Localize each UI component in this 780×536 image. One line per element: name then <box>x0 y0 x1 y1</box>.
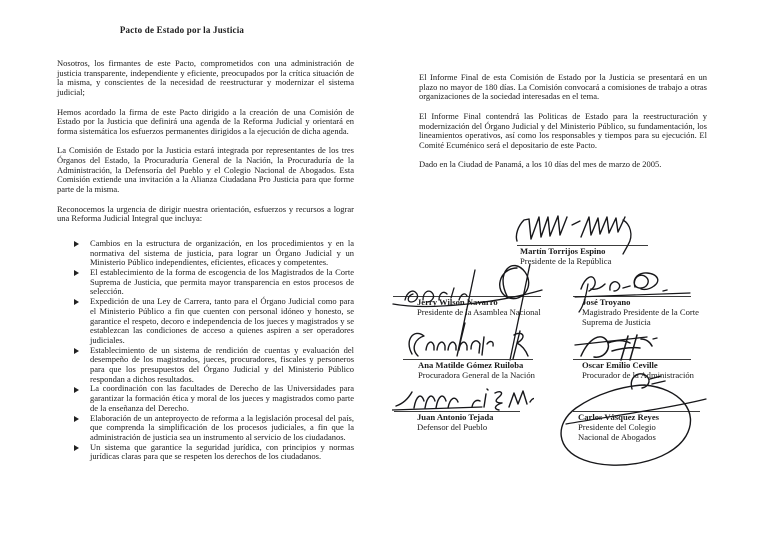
bullet-item <box>57 414 354 443</box>
bullet-text: Un sistema que garantice la seguridad jurídica, con principios y normas jurídicas claras para que se respeten los derechos de los ciudadanos. <box>90 441 354 462</box>
paragraph: La Comisión de Estado por la Justicia estará integrada por representantes de los tres Órganos del Estado, la Procuraduría General de la Nación, la Procuraduría de la Administración, la Defensoría del Pueblo y el Colegio Nacional de Abogados. Esta Comisión extiende una invitación a la Alianza Ciudadana Pro Justicia para que forme parte de la misma. <box>57 145 354 195</box>
signatory-name: Jerry Wilson Navarro <box>417 297 498 307</box>
bullet-list <box>57 239 354 462</box>
signatory-name: José Troyano <box>582 297 631 307</box>
dateline: Dado en la Ciudad de Panamá, a los 10 días del mes de marzo de 2005. <box>419 159 662 170</box>
signatory-name: Martín Torrijos Espino <box>520 246 606 256</box>
signatory-name: Juan Antonio Tejada <box>417 412 494 422</box>
paragraph: Reconocemos la urgencia de dirigir nuestra orientación, esfuerzos y recursos a lograr una Reforma Judicial Integral que incluya: <box>57 203 354 224</box>
bullet-item <box>57 239 354 268</box>
signatory-title: Presidente de la Asamblea Nacional <box>417 306 541 317</box>
paragraph: El Informe Final contendrá las Politicas de Estado para la reestructuración y modernización del Órgano Judicial y del Ministerio Público, su fundamentación, los lineamientos operativos, así como los responsables y tiempos para su ejecución. El Comité Ecuménico será el depositario de este Pacto. <box>419 110 707 150</box>
arrowhead-bullet-icon <box>74 299 79 305</box>
paragraph: Nosotros, los firmantes de este Pacto, comprometidos con una administración de justicia transparente, independiente y eficiente, preocupados por la crítica situación de la misma, y conscientes de la necesidad de reestructurar y modernizar el sistema judicial; <box>57 58 354 98</box>
signatory-title: Presidente del Colegio Nacional de Abogados <box>578 421 656 442</box>
bullet-text: Cambios en la estructura de organización, en los procedimientos y en la normativa del sistema de justicia, para lograr un Órgano Judicial y un Ministerio Público independientes, eficientes, eficaces y competentes. <box>90 237 354 268</box>
arrowhead-bullet-icon <box>74 445 79 451</box>
left-column <box>57 59 354 462</box>
arrowhead-bullet-icon <box>74 387 79 393</box>
signatory-name: Carlos Vásquez Reyes <box>578 412 659 422</box>
signatory-title: Procuradora General de la Nación <box>418 369 535 380</box>
oscar-signature-scribble <box>573 331 691 361</box>
signature-block-torrijos <box>517 245 648 267</box>
bullet-item <box>57 384 354 413</box>
paragraph: Hemos acordado la firma de este Pacto dirigido a la creación de una Comisión de Estado por la Justicia que definirá una agenda de la Reforma Judicial y orientará en forma sistemática los esfuerzos permanentes dirigidos a la ejecución de dicha agenda. <box>57 106 354 136</box>
signature-block-carlos <box>573 411 703 443</box>
signature-block-jose <box>573 296 698 328</box>
arrowhead-bullet-icon <box>74 270 79 276</box>
signature-block-oscar <box>573 359 713 381</box>
signatory-title: Defensor del Pueblo <box>417 421 488 432</box>
signature-block-jerry <box>393 296 548 318</box>
arrowhead-bullet-icon <box>74 241 79 247</box>
arrowhead-bullet-icon <box>74 416 79 422</box>
bullet-item <box>57 443 354 462</box>
bullet-item <box>57 297 354 346</box>
signatory-name: Ana Matilde Gómez Ruiloba <box>418 360 524 370</box>
paragraph: El Informe Final de esta Comisión de Estado por la Justicia se presentará en un plazo no mayor de 180 días. La Comisión convocará a comisiones de trabajo a otras organizaciones de la sociedad interesadas en el tema. <box>419 72 707 102</box>
juan-signature-scribble <box>392 384 534 414</box>
signatory-title: Presidente de la República <box>520 255 612 266</box>
bullet-item <box>57 346 354 385</box>
signature-block-ana <box>403 359 553 381</box>
document-title: Pacto de Estado por la Justicia <box>119 25 245 35</box>
bullet-text: Expedición de una Ley de Carrera, tanto para el Órgano Judicial como para el Ministerio Público a fin que cuenten con personal idóneo y honesto, se garantice el respeto, decoro e independencia de los jueces y magistrados y se establezcan las condiciones de acceso a quienes aspiren a ser operadores judiciales. <box>90 296 354 345</box>
signatory-name: Oscar Emilio Ceville <box>582 360 658 370</box>
signatory-title: Magistrado Presidente de la Corte Suprema de Justicia <box>582 306 699 327</box>
arrowhead-bullet-icon <box>74 348 79 354</box>
signatory-title: Procurador de la Administración <box>582 369 694 380</box>
bullet-text: El establecimiento de la forma de escogencia de los Magistrados de la Corte Suprema de Justicia, que permita mayor transparencia en estos procesos de selección. <box>90 267 354 297</box>
right-column <box>419 73 707 180</box>
signature-block-juan <box>394 411 534 433</box>
bullet-text: Establecimiento de un sistema de rendición de cuentas y evaluación del desempeño de los magistrados, jueces, procuradores, fiscales y personeros para que los presupuestos del Órgano Judicial y del Ministerio Público respondan a dichos resultados. <box>90 344 354 384</box>
bullet-item <box>57 268 354 297</box>
bullet-text: Elaboración de un anteproyecto de reforma a la legislación procesal del país, que comprenda la simplificación de los procesos judiciales, a fin que la administración de justicia sea un instrumento al servicio de los ciudadanos. <box>90 412 354 442</box>
bullet-text: La coordinación con las facultades de Derecho de las Universidades para garantizar la formación ética y moral de los jueces y magistrados como parte de la enseñanza del Derecho. <box>90 383 354 413</box>
